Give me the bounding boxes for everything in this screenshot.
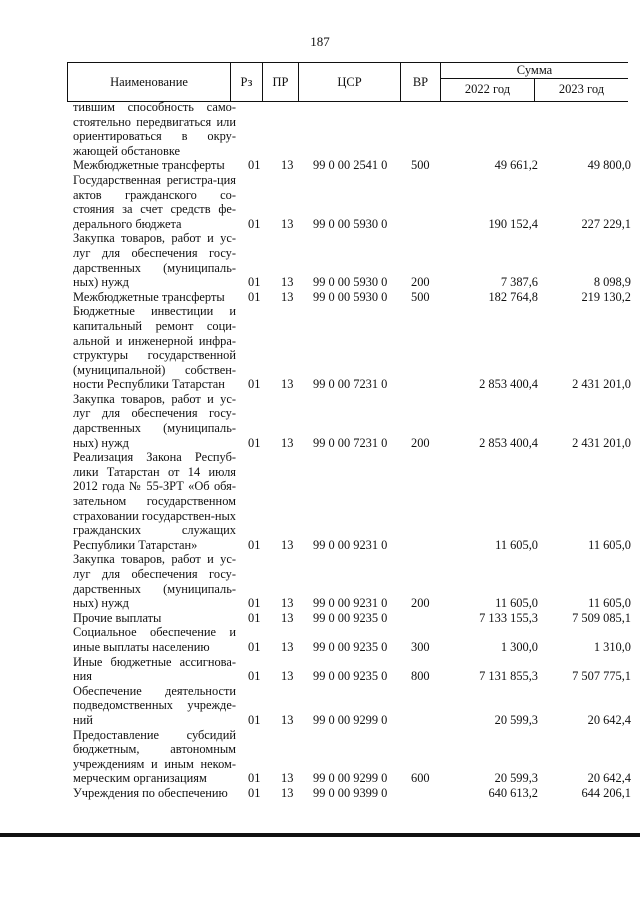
row-vr: 200 (411, 275, 430, 290)
table-row (73, 684, 633, 728)
row-name: Межбюджетные трансферты (73, 158, 225, 173)
table-row (73, 100, 633, 158)
row-pr: 13 (281, 216, 294, 231)
row-name: Государственная регистра-ция актов гражданского со-стояния за счет средств фе-дерального бюджета (73, 172, 236, 231)
row-amount-2023: 7 509 085,1 (572, 610, 631, 625)
row-rz: 01 (248, 669, 261, 684)
row-amount-2022: 2 853 400,4 (479, 435, 538, 450)
row-amount-2022: 640 613,2 (488, 785, 538, 800)
row-csr: 99 0 00 9235 0 (313, 669, 388, 684)
table-body (73, 100, 633, 801)
table-row (73, 552, 633, 610)
row-pr: 13 (281, 669, 294, 684)
table-row (73, 655, 633, 684)
header-rz: Рз (231, 63, 263, 101)
table-row (73, 304, 633, 392)
row-name: Предоставление субсидий бюджетным, автономным учреждениям и иным неком-мерческим организациям (73, 727, 236, 786)
row-csr: 99 0 00 5930 0 (313, 289, 388, 304)
row-amount-2022: 7 131 855,3 (479, 669, 538, 684)
row-csr: 99 0 00 7231 0 (313, 377, 388, 392)
row-pr: 13 (281, 639, 294, 654)
row-amount-2022: 20 599,3 (494, 712, 538, 727)
row-rz: 01 (248, 216, 261, 231)
row-rz: 01 (248, 712, 261, 727)
row-pr: 13 (281, 377, 294, 392)
row-name: Бюджетные инвестиции и капитальный ремонт соци-альной и инженерной инфра-структуры государственной (муниципальной) собствен-ности Республики Татарстан (73, 304, 236, 392)
row-csr: 99 0 00 2541 0 (313, 158, 388, 173)
row-rz: 01 (248, 435, 261, 450)
row-name: Обеспечение деятельности подведомственных учрежде-ний (73, 683, 236, 727)
row-pr: 13 (281, 712, 294, 727)
row-name: Закупка товаров, работ и ус-луг для обеспечения госу-дарственных (муниципаль-ных) нужд (73, 552, 236, 611)
row-csr: 99 0 00 9235 0 (313, 610, 388, 625)
table-row (73, 786, 633, 801)
row-amount-2023: 49 800,0 (587, 158, 631, 173)
row-vr: 800 (411, 669, 430, 684)
header-csr: ЦСР (299, 63, 401, 101)
header-sum: Сумма (441, 63, 628, 79)
table-row (73, 392, 633, 450)
row-rz: 01 (248, 771, 261, 786)
row-amount-2023: 2 431 201,0 (572, 435, 631, 450)
row-csr: 99 0 00 9235 0 (313, 639, 388, 654)
row-pr: 13 (281, 771, 294, 786)
row-csr: 99 0 00 9231 0 (313, 537, 388, 552)
table-row (73, 625, 633, 654)
row-rz: 01 (248, 289, 261, 304)
row-amount-2023: 20 642,4 (587, 771, 631, 786)
row-amount-2022: 20 599,3 (494, 771, 538, 786)
header-vr: ВР (401, 63, 441, 101)
row-amount-2023: 11 605,0 (588, 537, 631, 552)
row-amount-2023: 8 098,9 (593, 275, 631, 290)
row-amount-2023: 227 229,1 (581, 216, 631, 231)
row-amount-2022: 2 853 400,4 (479, 377, 538, 392)
table-row (73, 158, 633, 173)
row-csr: 99 0 00 9299 0 (313, 712, 388, 727)
row-rz: 01 (248, 596, 261, 611)
row-csr: 99 0 00 5930 0 (313, 216, 388, 231)
row-pr: 13 (281, 610, 294, 625)
table-row (73, 611, 633, 626)
row-amount-2023: 219 130,2 (581, 289, 631, 304)
row-rz: 01 (248, 377, 261, 392)
row-name: Прочие выплаты (73, 610, 162, 625)
row-rz: 01 (248, 639, 261, 654)
row-name: Закупка товаров, работ и ус-луг для обеспечения госу-дарственных (муниципаль-ных) нужд (73, 231, 236, 290)
row-amount-2022: 7 133 155,3 (479, 610, 538, 625)
header-name: Наименование (68, 63, 231, 101)
row-pr: 13 (281, 158, 294, 173)
row-name: Реализация Закона Респуб-лики Татарстан от 14 июля 2012 года № 55-ЗРТ «Об обя-зательном государственном страховании государствен-ных гражданских служащих Республики Татарстан» (73, 450, 236, 552)
page-bottom-rule (0, 833, 640, 837)
row-amount-2023: 2 431 201,0 (572, 377, 631, 392)
row-amount-2023: 20 642,4 (587, 712, 631, 727)
row-pr: 13 (281, 435, 294, 450)
row-name: Межбюджетные трансферты (73, 289, 225, 304)
row-rz: 01 (248, 537, 261, 552)
row-csr: 99 0 00 7231 0 (313, 435, 388, 450)
row-pr: 13 (281, 275, 294, 290)
row-amount-2022: 11 605,0 (495, 596, 538, 611)
row-amount-2022: 7 387,6 (500, 275, 538, 290)
row-rz: 01 (248, 158, 261, 173)
row-rz: 01 (248, 785, 261, 800)
row-rz: 01 (248, 610, 261, 625)
page-number: 187 (310, 34, 330, 49)
row-name: Учреждения по обеспечению (73, 785, 228, 800)
row-amount-2022: 11 605,0 (495, 537, 538, 552)
row-vr: 200 (411, 596, 430, 611)
table-row (73, 728, 633, 786)
header-pr: ПР (263, 63, 299, 101)
row-amount-2023: 1 310,0 (593, 639, 631, 654)
row-amount-2023: 7 507 775,1 (572, 669, 631, 684)
table-row (73, 173, 633, 231)
row-amount-2023: 644 206,1 (581, 785, 631, 800)
row-vr: 300 (411, 639, 430, 654)
row-csr: 99 0 00 9231 0 (313, 596, 388, 611)
row-csr: 99 0 00 9399 0 (313, 785, 388, 800)
row-rz: 01 (248, 275, 261, 290)
table-header (67, 62, 628, 102)
row-name: Иные бюджетные ассигнова-ния (73, 654, 236, 684)
row-name: Социальное обеспечение и иные выплаты населению (73, 625, 236, 654)
row-vr: 500 (411, 158, 430, 173)
table-row (73, 450, 633, 552)
row-name: Закупка товаров, работ и ус-луг для обеспечения госу-дарственных (муниципаль-ных) нужд (73, 391, 236, 450)
row-pr: 13 (281, 289, 294, 304)
row-amount-2022: 182 764,8 (488, 289, 538, 304)
row-amount-2022: 190 152,4 (488, 216, 538, 231)
row-amount-2022: 1 300,0 (500, 639, 538, 654)
row-name: тившим способность само-стоятельно передвигаться или ориентироваться в окру-жающей обстановке (73, 100, 236, 158)
row-pr: 13 (281, 596, 294, 611)
row-vr: 200 (411, 435, 430, 450)
header-year-2022: 2022 год (441, 78, 535, 101)
header-year-2023: 2023 год (558, 82, 605, 96)
row-vr: 600 (411, 771, 430, 786)
row-vr: 500 (411, 289, 430, 304)
row-csr: 99 0 00 9299 0 (313, 771, 388, 786)
table-row (73, 290, 633, 305)
table-row (73, 231, 633, 289)
row-pr: 13 (281, 785, 294, 800)
row-amount-2022: 49 661,2 (494, 158, 538, 173)
row-amount-2023: 11 605,0 (588, 596, 631, 611)
row-csr: 99 0 00 5930 0 (313, 275, 388, 290)
row-pr: 13 (281, 537, 294, 552)
